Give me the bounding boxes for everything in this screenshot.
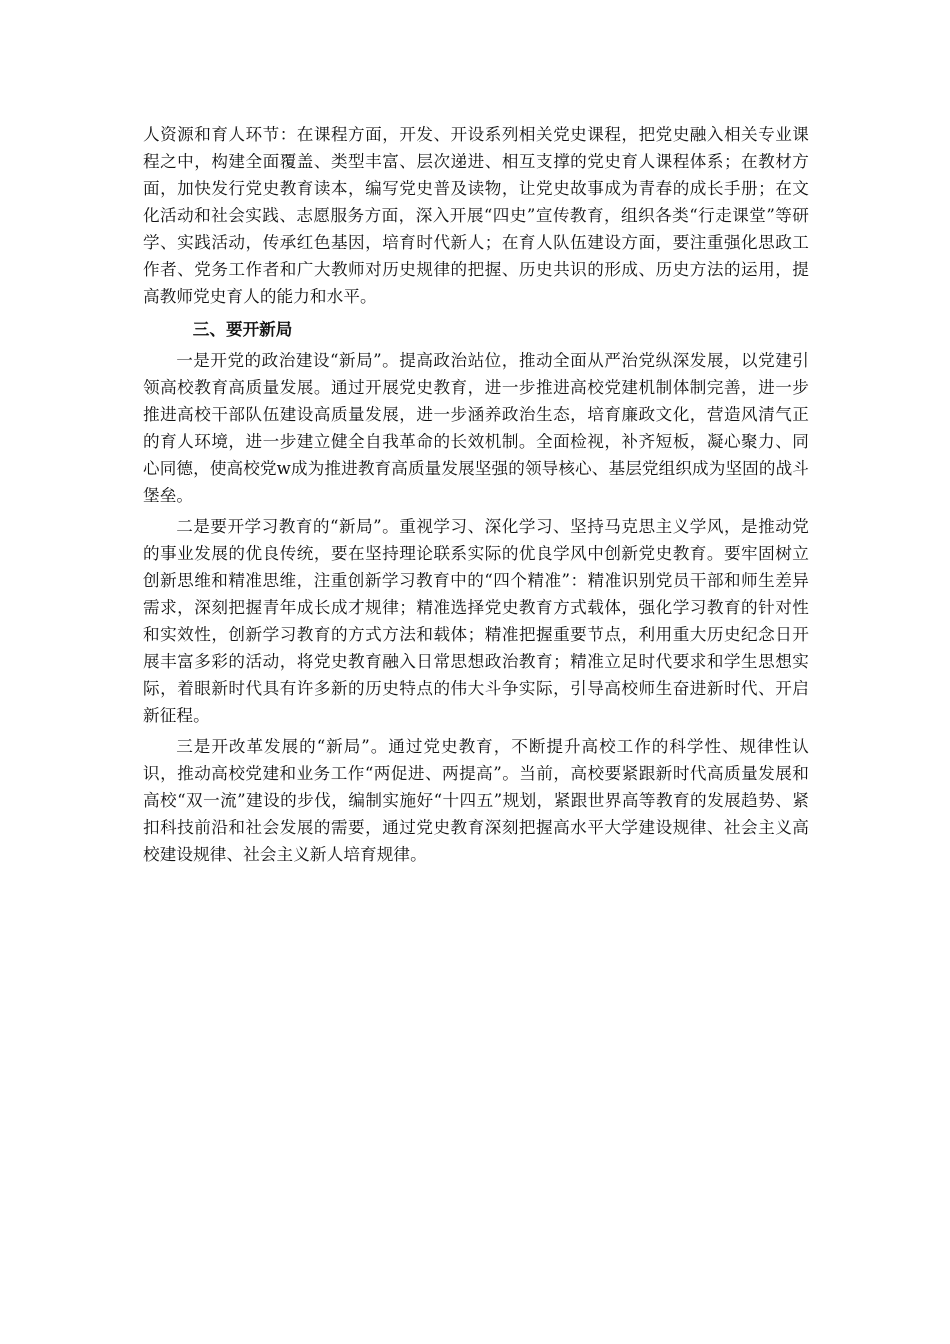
paragraph-reform-development: 三是开改革发展的“新局”。通过党史教育，不断提升高校工作的科学性、规律性认识，推动高校党建和业务工作“两促进、两提高”。当前，高校要紧跟新时代高质量发展和高校“双一流”建设的步伐，编制实施好“十四五”规划，紧跟世界高等教育的发展趋势、紧扣科技前沿和社会发展的需要，通过党史教育深刻把握高水平大学建设规律、社会主义高校建设规律、社会主义新人培育规律。 [143, 737, 809, 864]
paragraph-continuation: 人资源和育人环节：在课程方面，开发、开设系列相关党史课程，把党史融入相关专业课程之中，构建全面覆盖、类型丰富、层次递进、相互支撑的党史育人课程体系；在教材方面，加快发行党史教育读本，编写党史普及读物，让党史故事成为青春的成长手册；在文化活动和社会实践、志愿服务方面，深入开展“四史”宣传教育，组织各类“行走课堂”等研学、实践活动，传承红色基因，培育时代新人；在育人队伍建设方面，要注重强化思政工作者、党务工作者和广大教师对历史规律的把握、历史共识的形成、历史方法的运用，提高教师党史育人的能力和水平。 [143, 125, 809, 306]
paragraph-political-building: 一是开党的政治建设“新局”。提高政治站位，推动全面从严治党纵深发展，以党建引领高校教育高质量发展。通过开展党史教育，进一步推进高校党建机制体制完善，进一步推进高校干部队伍建设高质量发展，进一步涵养政治生态，培育廉政文化，营造风清气正的育人环境，进一步建立健全自我革命的长效机制。全面检视，补齐短板，凝心聚力、同心同德，使高校党w成为推进教育高质量发展坚强的领导核心、基层党组织成为坚固的战斗堡垒。 [143, 351, 809, 505]
section-heading: 三、要开新局 [192, 319, 293, 339]
paragraph-learning-education: 二是要开学习教育的“新局”。重视学习、深化学习、坚持马克思主义学风，是推动党的事业发展的优良传统，要在坚持理论联系实际的优良学风中创新党史教育。要牢固树立创新思维和精准思维，注重创新学习教育中的“四个精准”：精准识别党员干部和师生差异需求，深刻把握青年成长成才规律；精准选择党史教育方式载体，强化学习教育的针对性和实效性，创新学习教育的方式方法和载体；精准把握重要节点，利用重大历史纪念日开展丰富多彩的活动，将党史教育融入日常思想政治教育；精准立足时代要求和学生思想实际，着眼新时代具有许多新的历史特点的伟大斗争实际，引导高校师生奋进新时代、开启新征程。 [143, 517, 809, 725]
document-page [143, 121, 809, 868]
